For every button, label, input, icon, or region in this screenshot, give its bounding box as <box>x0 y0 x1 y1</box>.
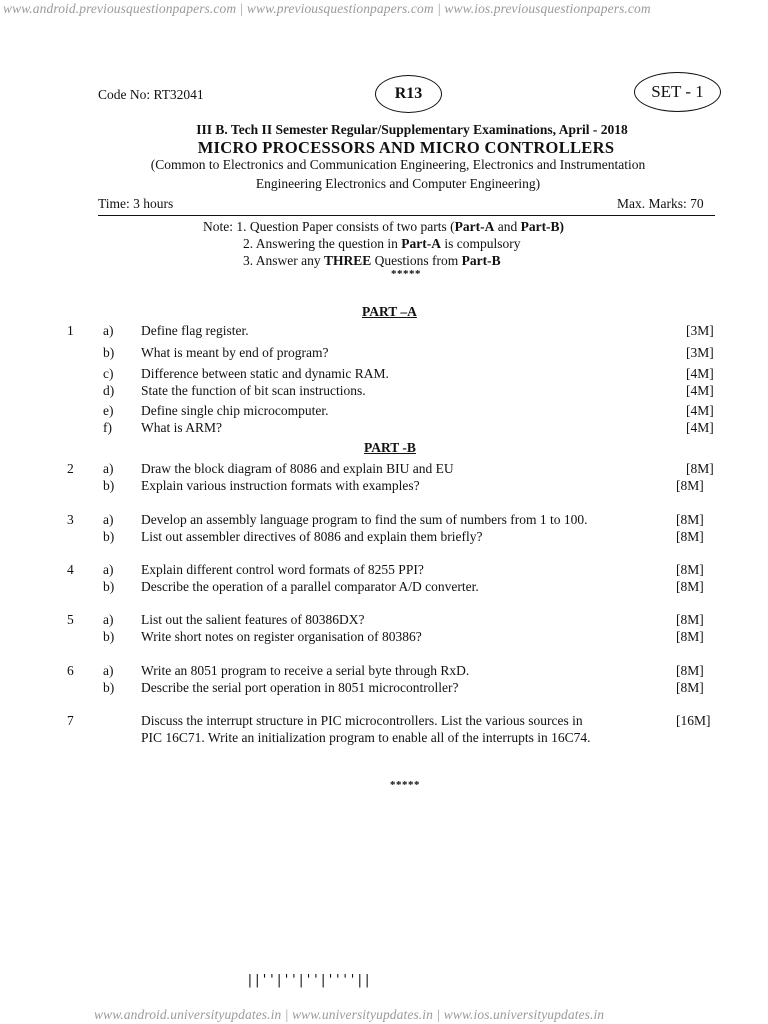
subpart-label: b) <box>103 579 115 594</box>
part-a-heading: PART –A <box>362 304 417 319</box>
subpart-label: f) <box>103 420 112 435</box>
regulation-badge: R13 <box>375 75 442 113</box>
end-stars: ***** <box>390 779 420 791</box>
question-text: State the function of bit scan instructions. <box>141 383 366 398</box>
question-text: Difference between static and dynamic RAM. <box>141 366 389 381</box>
note-1: Note: 1. Question Paper consists of two parts (Part-A and Part-B) <box>203 219 565 234</box>
marks: [8M] <box>676 579 704 594</box>
question-text: List out the salient features of 80386DX? <box>141 612 365 627</box>
marks: [8M] <box>676 629 704 644</box>
header-divider <box>98 215 715 216</box>
subpart-label: b) <box>103 345 115 360</box>
subpart-label: a) <box>103 461 114 476</box>
common-to-line-2: Engineering Electronics and Computer Engineering) <box>255 176 541 191</box>
question-text: Describe the operation of a parallel comparator A/D converter. <box>141 579 479 594</box>
marks: [16M] <box>676 713 711 728</box>
question-number: 7 <box>67 713 74 728</box>
question-number: 1 <box>67 323 74 338</box>
question-number: 4 <box>67 562 74 577</box>
marks: [8M] <box>676 512 704 527</box>
subpart-label: a) <box>103 663 114 678</box>
question-text: Write an 8051 program to receive a serial byte through RxD. <box>141 663 470 678</box>
note-2: 2. Answering the question in Part-A is compulsory <box>243 236 521 251</box>
watermark-top: www.android.previousquestionpapers.com | www.previousquestionpapers.com | www.ios.previousquestionpapers.com <box>3 1 651 16</box>
question-text: Draw the block diagram of 8086 and explain BIU and EU <box>141 461 454 476</box>
separator-stars: ***** <box>391 268 421 280</box>
marks: [8M] <box>676 612 704 627</box>
marks: [8M] <box>676 478 704 493</box>
subpart-label: e) <box>103 403 114 418</box>
question-text: What is ARM? <box>141 420 222 435</box>
marks: [3M] <box>686 345 714 360</box>
marks: [4M] <box>686 420 714 435</box>
watermark-bottom: www.android.universityupdates.in | www.universityupdates.in | www.ios.universityupdates.in <box>94 1007 605 1022</box>
marks: [4M] <box>686 383 714 398</box>
part-b-heading: PART -B <box>364 440 416 455</box>
marks: [8M] <box>676 663 704 678</box>
question-number: 3 <box>67 512 74 527</box>
question-number: 5 <box>67 612 74 627</box>
marks: [8M] <box>686 461 714 476</box>
question-text-continued: PIC 16C71. Write an initialization program to enable all of the interrupts in 16C74. <box>141 730 591 745</box>
subpart-label: c) <box>103 366 114 381</box>
set-badge: SET - 1 <box>634 72 721 112</box>
subject-title: MICRO PROCESSORS AND MICRO CONTROLLERS <box>197 138 615 157</box>
max-marks: Max. Marks: 70 <box>617 196 704 211</box>
question-text: What is meant by end of program? <box>141 345 329 360</box>
barcode: ||''|''|''|''''|| <box>246 973 371 988</box>
marks: [4M] <box>686 366 714 381</box>
exam-duration: Time: 3 hours <box>98 196 174 211</box>
marks: [8M] <box>676 529 704 544</box>
marks: [4M] <box>686 403 714 418</box>
exam-title: III B. Tech II Semester Regular/Supplementary Examinations, April - 2018 <box>196 122 628 137</box>
paper-code: Code No: RT32041 <box>98 87 204 102</box>
question-text: List out assembler directives of 8086 and explain them briefly? <box>141 529 483 544</box>
subpart-label: b) <box>103 680 115 695</box>
subpart-label: b) <box>103 629 115 644</box>
subpart-label: b) <box>103 478 115 493</box>
subpart-label: a) <box>103 612 114 627</box>
question-text: Discuss the interrupt structure in PIC microcontrollers. List the various sources in <box>141 713 583 728</box>
marks: [8M] <box>676 680 704 695</box>
question-number: 2 <box>67 461 74 476</box>
subpart-label: a) <box>103 323 114 338</box>
question-text: Write short notes on register organisation of 80386? <box>141 629 422 644</box>
question-number: 6 <box>67 663 74 678</box>
common-to-line-1: (Common to Electronics and Communication Engineering, Electronics and Instrumentation <box>150 157 646 172</box>
subpart-label: d) <box>103 383 115 398</box>
subpart-label: a) <box>103 562 114 577</box>
question-text: Explain different control word formats of 8255 PPI? <box>141 562 424 577</box>
question-text: Define flag register. <box>141 323 249 338</box>
question-text: Describe the serial port operation in 8051 microcontroller? <box>141 680 459 695</box>
question-text: Explain various instruction formats with examples? <box>141 478 420 493</box>
question-text: Develop an assembly language program to find the sum of numbers from 1 to 100. <box>141 512 588 527</box>
marks: [8M] <box>676 562 704 577</box>
note-3: 3. Answer any THREE Questions from Part-B <box>243 253 501 268</box>
marks: [3M] <box>686 323 714 338</box>
subpart-label: b) <box>103 529 115 544</box>
question-text: Define single chip microcomputer. <box>141 403 329 418</box>
subpart-label: a) <box>103 512 114 527</box>
